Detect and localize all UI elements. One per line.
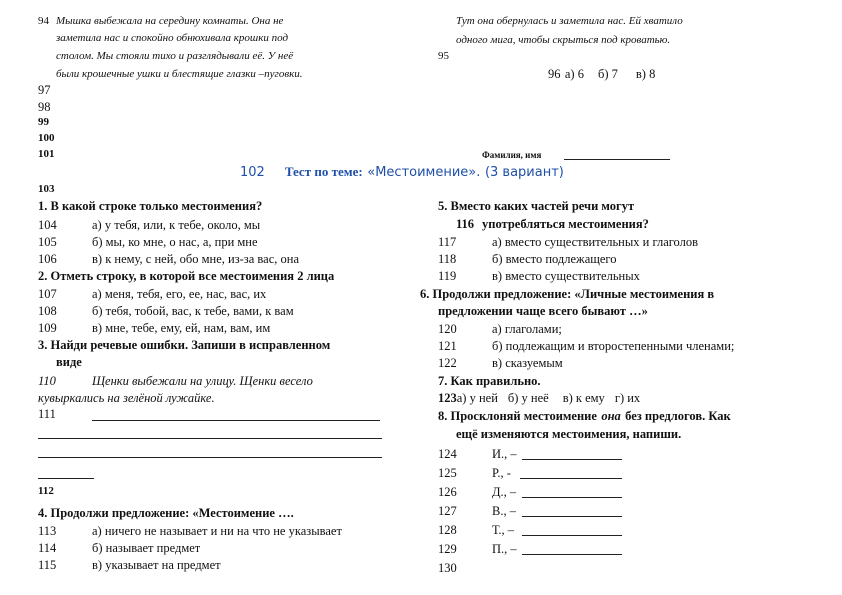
question-3-title-line-2: виде [56, 355, 82, 369]
option-106-number: 106 [38, 252, 57, 266]
question-3-title-line-1: 3. Найди речевые ошибки. Запиши в исправленном [38, 338, 331, 352]
story-left-line-2: заметила нас и спокойно обнюхивала крошки под [56, 32, 289, 44]
option-114-text[interactable]: б) называет предмет [92, 541, 201, 555]
question-96-option-a: а) 6 [564, 67, 584, 81]
question-7-title: 7. Как правильно. [438, 374, 541, 388]
option-120-number: 120 [438, 322, 457, 336]
number-110: 110 [38, 374, 56, 388]
question-6-title-line-2: предложении чаще всего бывают …» [438, 304, 648, 318]
option-104-text[interactable]: а) у тебя, или, к тебе, около, мы [92, 218, 261, 232]
option-120-text[interactable]: а) глаголами; [492, 322, 562, 336]
number-103: 103 [38, 183, 55, 195]
case-128-label: Т., – [492, 523, 515, 537]
case-124-number: 124 [438, 447, 457, 461]
case-129-label: П., – [492, 542, 517, 556]
option-122-text[interactable]: в) сказуемым [492, 356, 563, 370]
question-8-title-line-2: ещё изменяются местоимения, напиши. [456, 427, 682, 441]
question-5-title-line-2: употребляться местоимения? [482, 217, 649, 231]
question-1-title: 1. В какой строке только местоимения? [38, 199, 263, 213]
case-125-number: 125 [438, 466, 457, 480]
number-98: 98 [38, 100, 51, 114]
answer-line-3[interactable] [38, 457, 382, 458]
number-99: 99 [38, 116, 49, 128]
number-130: 130 [438, 561, 457, 575]
name-field-line[interactable] [564, 159, 670, 160]
case-124-answer-line[interactable] [522, 459, 622, 460]
question-96-option-c: в) 8 [635, 67, 656, 81]
story-number-95: 95 [438, 50, 449, 62]
option-117-number: 117 [438, 235, 457, 249]
number-101: 101 [38, 148, 55, 160]
option-106-text[interactable]: в) к нему, с ней, обо мне, из-за вас, она [92, 252, 299, 266]
option-105-text[interactable]: б) мы, ко мне, о нас, а, при мне [92, 235, 258, 249]
option-121-number: 121 [438, 339, 457, 353]
option-108-text[interactable]: б) тебя, тобой, вас, к тебе, вами, к вам [92, 304, 294, 318]
case-126-label: Д., – [492, 485, 517, 499]
option-122-number: 122 [438, 356, 457, 370]
case-124-label: И., – [492, 447, 517, 461]
story-right-line-1: Тут она обернулась и заметила нас. Ей хватило [456, 15, 683, 27]
question-2-title: 2. Отметь строку, в которой все местоимения 2 лица [38, 269, 335, 283]
option-115-number: 115 [38, 558, 57, 572]
question-7-option-b[interactable]: б) у неё [507, 391, 549, 405]
answer-line-1[interactable] [92, 420, 380, 421]
option-109-number: 109 [38, 321, 57, 335]
option-108-number: 108 [38, 304, 57, 318]
question-8-title-line-1 [438, 410, 731, 423]
option-113-text[interactable]: а) ничего не называет и ни на что не указывает [92, 524, 342, 538]
option-107-text[interactable]: а) меня, тебя, его, ее, нас, вас, их [92, 287, 267, 301]
number-97: 97 [38, 83, 51, 97]
case-129-number: 129 [438, 542, 457, 556]
option-104-number: 104 [38, 218, 57, 232]
option-107-number: 107 [38, 287, 57, 301]
name-label: Фамилия, имя [482, 150, 542, 160]
answer-line-2[interactable] [38, 438, 382, 439]
case-127-number: 127 [438, 504, 457, 518]
case-125-answer-line[interactable] [520, 478, 622, 479]
question-7-option-a[interactable]: а) у ней [456, 391, 498, 405]
question-96 [548, 68, 655, 81]
story-right-line-2: одного мига, чтобы скрыться под кроватью. [456, 34, 671, 46]
option-121-text[interactable]: б) подлежащим и второстепенными членами; [492, 339, 735, 353]
question-8-title-pre: 8. Просклоняй местоимение [438, 409, 597, 423]
number-102: 102 [240, 165, 265, 180]
question-7-options [438, 392, 640, 405]
question-8-title-word: она [601, 409, 621, 423]
answer-line-4[interactable] [38, 478, 94, 479]
option-105-number: 105 [38, 235, 57, 249]
case-128-number: 128 [438, 523, 457, 537]
option-119-number: 119 [438, 269, 457, 283]
question-96-number: 96 [548, 67, 561, 81]
question-8-title-post: без предлогов. Как [625, 409, 731, 423]
story-left-line-3: столом. Мы стояли тихо и разглядывали её. У неё [56, 50, 294, 62]
case-128-answer-line[interactable] [522, 535, 622, 536]
number-123: 123 [438, 391, 457, 405]
test-title-topic: «Местоимение». [367, 165, 481, 180]
option-115-text[interactable]: в) указывает на предмет [92, 558, 221, 572]
option-117-text[interactable]: а) вместо существительных и глаголов [492, 235, 699, 249]
story-left-line-1: Мышка выбежала на середину комнаты. Она не [56, 15, 284, 27]
option-109-text[interactable]: в) мне, тебе, ему, ей, нам, вам, им [92, 321, 271, 335]
test-title [240, 165, 564, 179]
question-7-option-d[interactable]: г) их [614, 391, 641, 405]
story-left-line-4: были крошечные ушки и блестящие глазки –пуговки. [56, 68, 303, 80]
question-4-title: 4. Продолжи предложение: «Местоимение …. [38, 506, 294, 520]
case-125-label: Р., - [492, 466, 511, 480]
option-118-number: 118 [438, 252, 457, 266]
option-113-number: 113 [38, 524, 57, 538]
test-title-variant: (3 вариант) [484, 165, 564, 180]
question-3-sentence-1: Щенки выбежали на улицу. Щенки весело [92, 374, 313, 388]
story-number-94: 94 [38, 15, 49, 27]
option-119-text[interactable]: в) вместо существительных [492, 269, 640, 283]
number-116: 116 [456, 217, 475, 231]
option-114-number: 114 [38, 541, 57, 555]
question-7-option-c[interactable]: в) к ему [562, 391, 605, 405]
question-96-option-b: б) 7 [597, 67, 618, 81]
number-100: 100 [38, 132, 55, 144]
case-129-answer-line[interactable] [522, 554, 622, 555]
question-6-title-line-1: 6. Продолжи предложение: «Личные местоимения в [420, 287, 715, 301]
case-127-answer-line[interactable] [522, 516, 622, 517]
number-112: 112 [38, 485, 54, 497]
test-title-label: Тест по теме: [284, 164, 363, 179]
option-118-text[interactable]: б) вместо подлежащего [492, 252, 617, 266]
number-111: 111 [38, 407, 56, 421]
question-5-title-line-1: 5. Вместо каких частей речи могут [438, 199, 635, 213]
case-126-number: 126 [438, 485, 457, 499]
question-3-sentence-2: кувыркались на зелёной лужайке. [38, 391, 215, 405]
case-127-label: В., – [492, 504, 516, 518]
case-126-answer-line[interactable] [522, 497, 622, 498]
